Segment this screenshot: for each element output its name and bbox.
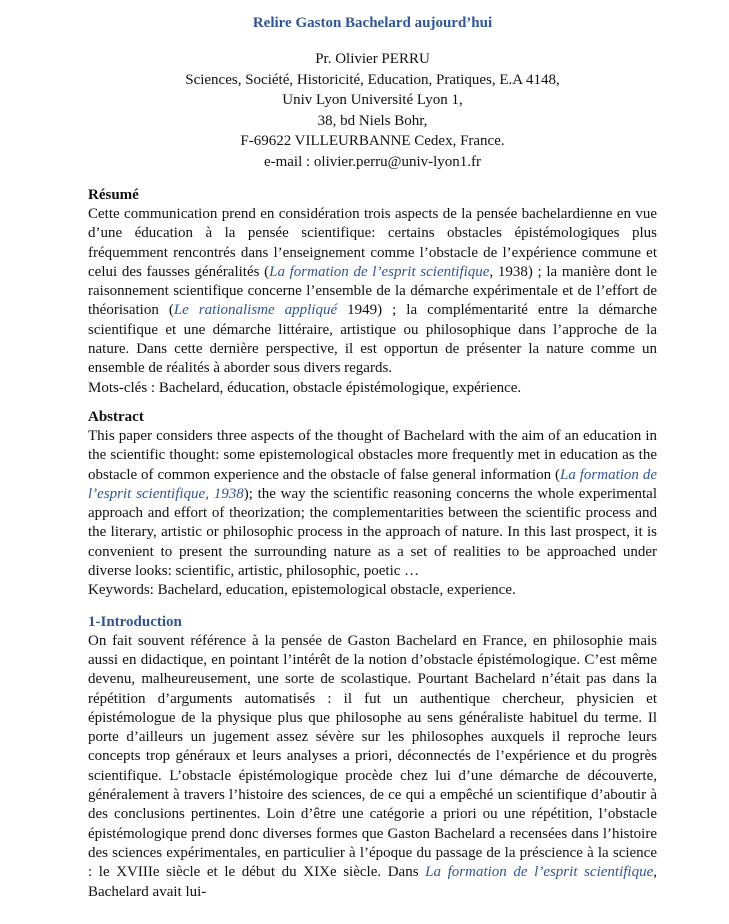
author-name: Pr. Olivier PERRU <box>315 51 430 67</box>
intro-heading: 1-Introduction <box>88 613 182 630</box>
abstract-text-1: This paper considers three aspects of the thought of Bachelard with the aim of an education in the scientific thought: some epistemological obstacles more frequently met in education as the obstacle of common experience and the obstacle of false general information ( <box>88 427 657 483</box>
paper-title: Relire Gaston Bachelard aujourd’hui <box>252 15 493 31</box>
abstract-paragraph <box>88 427 657 581</box>
resume-ref-formation: La formation de l’esprit scientifique <box>269 263 490 280</box>
author-city: F-69622 VILLEURBANNE Cedex, France. <box>240 133 505 149</box>
resume-heading: Résumé <box>88 187 139 203</box>
author-university: Univ Lyon Université Lyon 1, <box>282 92 463 108</box>
resume-text-2: , 1938) ; la manière dont le raisonnement scientifique concerne l’ensemble de la démarche expérimentale et de l’effort de théorisation ( <box>88 263 657 319</box>
resume-ref-rationalisme: Le rationalisme appliqué <box>173 302 338 319</box>
resume-keywords: Mots-clés : Bachelard, éducation, obstacle épistémologique, expérience. <box>88 379 522 396</box>
abstract-ref-formation: La formation de l’esprit scientifique, 1938 <box>88 466 657 502</box>
abstract-text-2: ); the way the scientific reasoning concerns the whole experimental approach and effort of theorization; the complementarities between the scientific process and the literary, artistic or philosophic process in the approach of nature. In this last prospect, it is convenient to present the surrounding nature as a set of realities to be approached under diverse looks: scientific, artistic, philosophic, poetic … <box>88 485 657 580</box>
resume-text-1: Cette communication prend en considération trois aspects de la pensée bachelardienne en vue d’une éducation à la pensée scientifique: certains obstacles épistémologiques plus fréquemment rencontrés dans l’enseignement comme l’obstacle de l’expérience commune et celui des fausses généralités ( <box>88 206 657 280</box>
intro-paragraph <box>88 632 657 902</box>
author-lab: Sciences, Société, Historicité, Education, Pratiques, E.A 4148, <box>185 71 560 88</box>
abstract-keywords: Keywords: Bachelard, education, epistemological obstacle, experience. <box>88 582 516 599</box>
author-street: 38, bd Niels Bohr, <box>317 112 428 129</box>
intro-text-1: On fait souvent référence à la pensée de Gaston Bachelard en France, en philosophie mais aussi en didactique, en pointant l’intérêt de la notion d’obstacle épistémologique. C’est même devenu, malheureusement, une sorte de scolastique. Pourtant Bachelard n’était pas dans la répétition d’arguments automatisés : il fut un authentique chercheur, physicien et épistémologue de la physique plus que philosophe au sens généraliste habituel du terme. Il porte d’ailleurs un jugement assez sévère sur les philosophes auxquels il reproche leurs concepts trop généraux et leurs analyses a priori, déconnectés de l’expérience et du progrès scientifique. L’obstacle épistémologique procède chez lui d’une démarche de découverte, généralement à travers l’histoire des sciences, de ce qui a empêché un scientifique d’aboutir à des conclusions pertinentes. Loin d’être une catégorie a priori ou une répétition, l’obstacle épistémologique prend donc diverses formes que Gaston Bachelard a recensées dans l’histoire des sciences expérimentales, en particulier à l’époque du passage de la préscience à la science : le XVIIIe siècle et le début du XIXe siècle. Dans <box>88 632 657 881</box>
author-block <box>88 49 657 172</box>
abstract-heading: Abstract <box>88 408 144 425</box>
intro-text-2: , Bachelard avait lui- <box>88 864 657 900</box>
author-email[interactable]: e-mail : olivier.perru@univ-lyon1.fr <box>263 153 482 170</box>
resume-paragraph <box>88 205 657 379</box>
resume-text-3: 1949) ; la complémentarité entre la démarche scientifique et une démarche littéraire, artistique ou philosophique dans l’approche de la nature. Dans cette dernière perspective, il est opportun de présenter la nature comme un ensemble de réalités à aborder sous divers regards. <box>88 302 657 377</box>
intro-ref-formation: La formation de l’esprit scientifique <box>425 864 654 881</box>
